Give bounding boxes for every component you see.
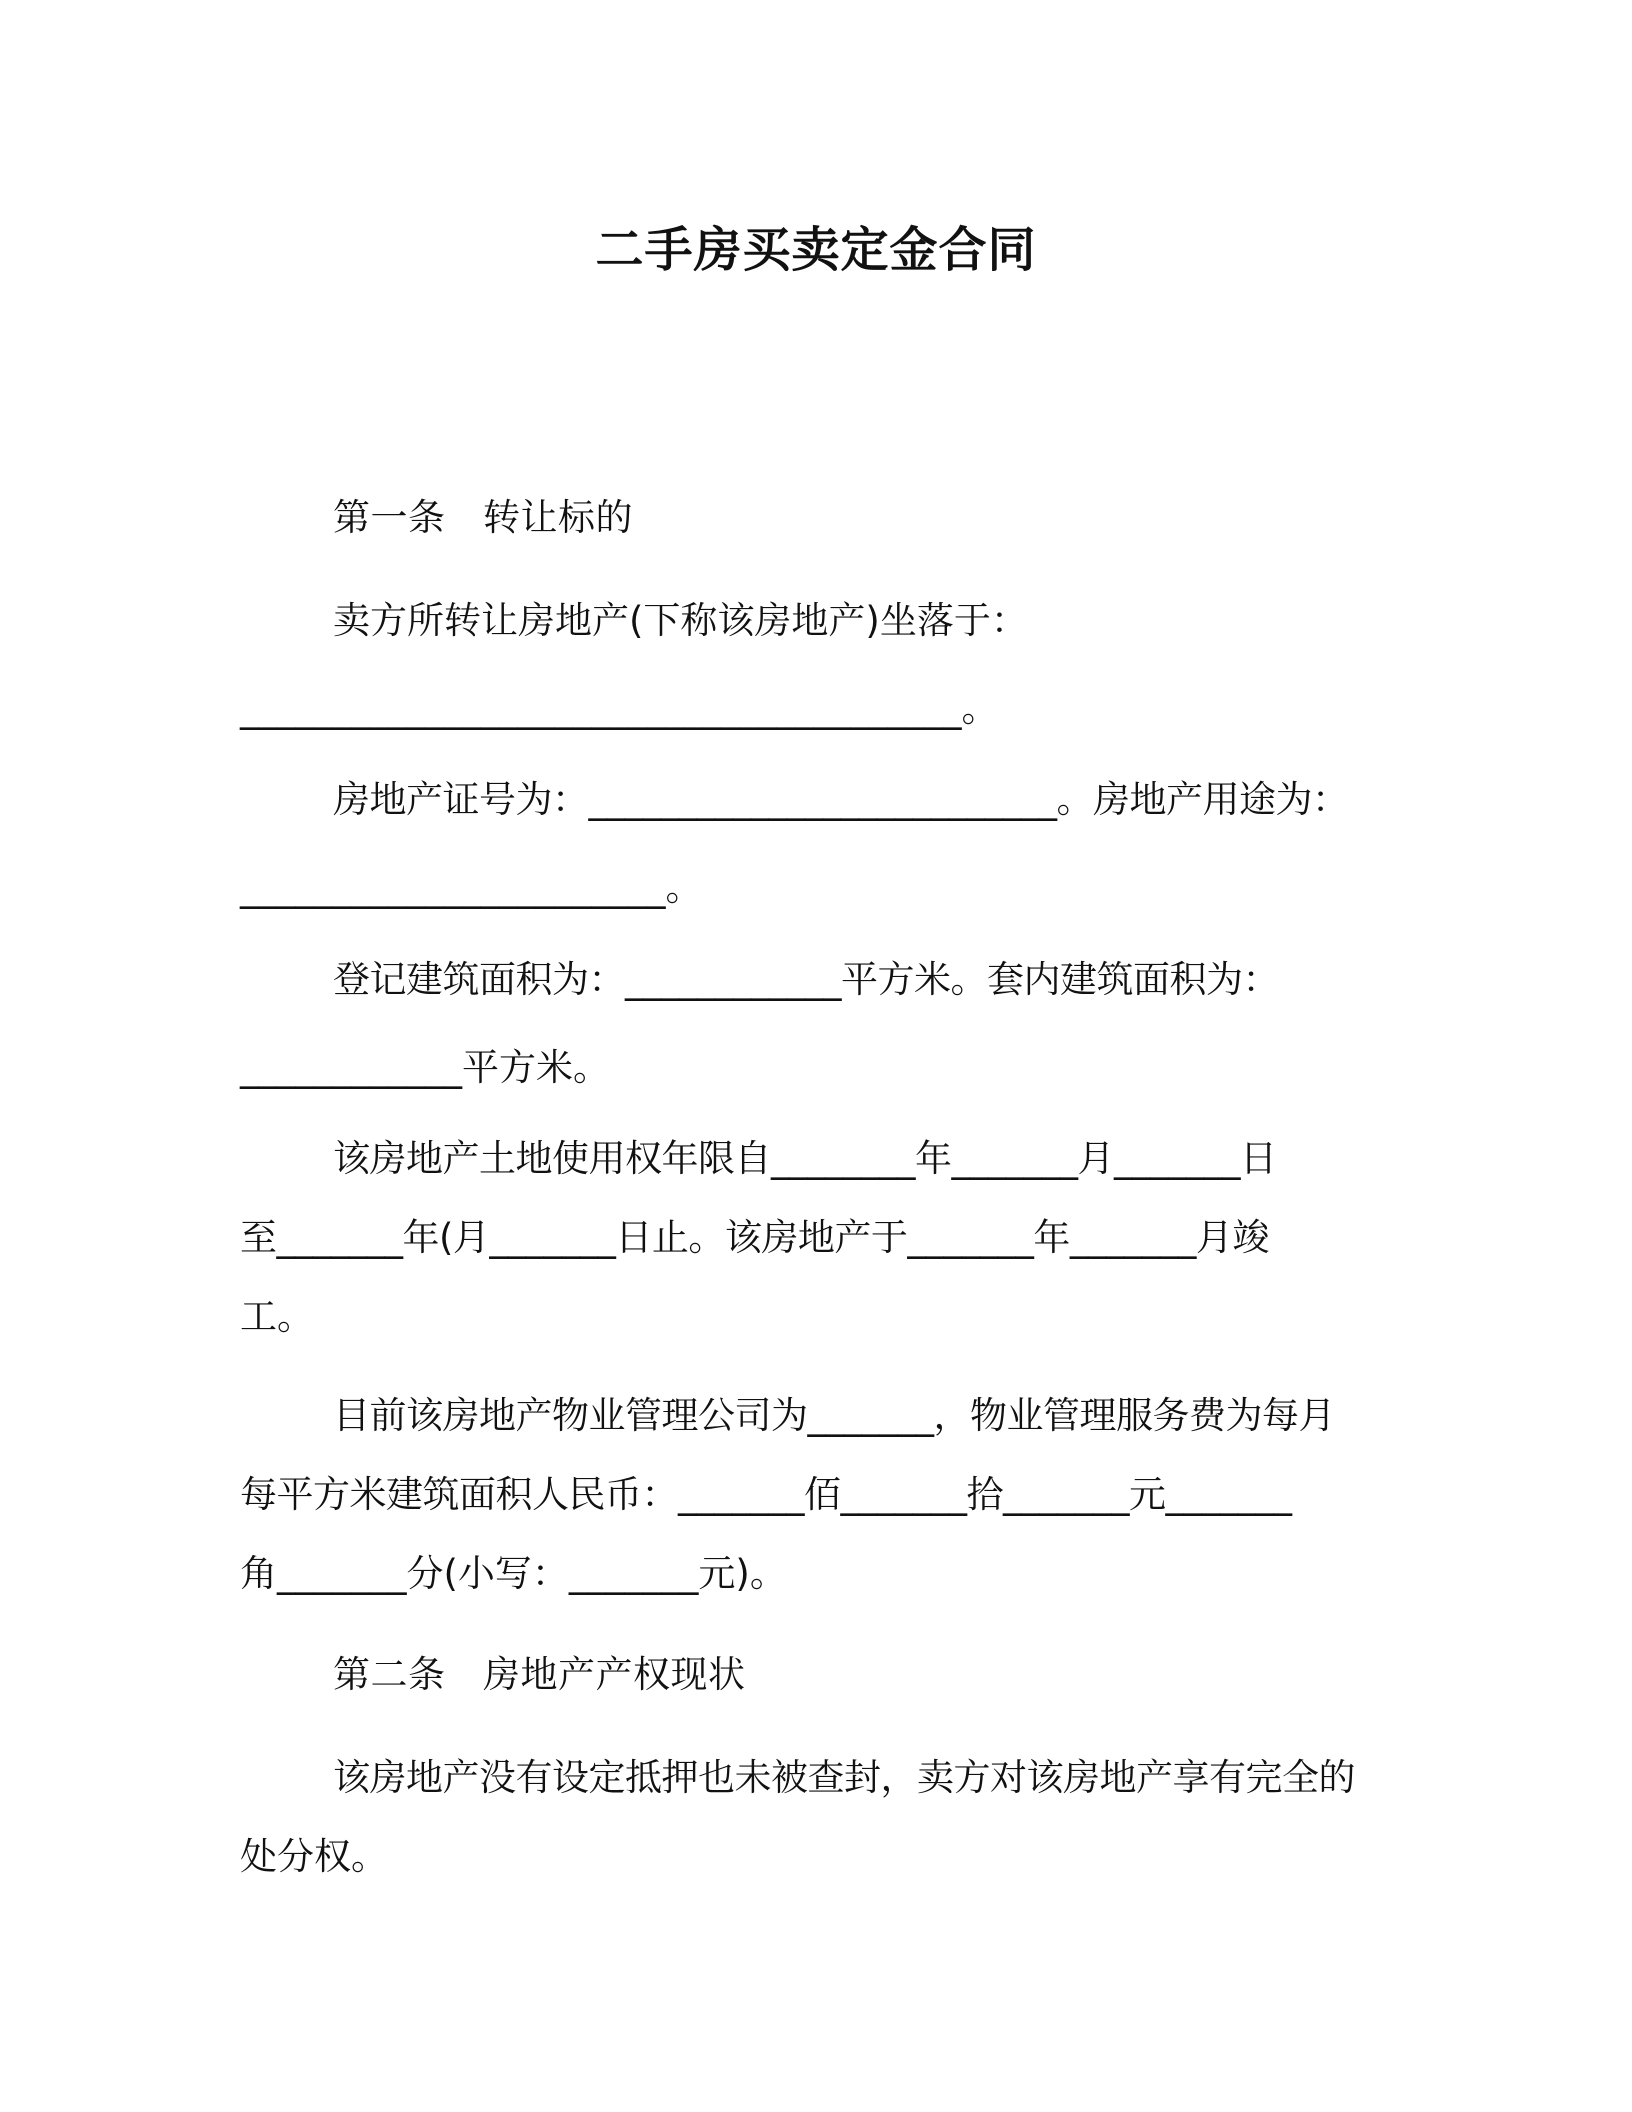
paragraph-line: ____________平方米。 [240,1046,610,1089]
paragraph-line: 处分权。 [240,1835,388,1878]
paragraph-line: 角_______分(小写：_______元)。 [240,1552,787,1595]
paragraph-line: 卖方所转让房地产(下称该房地产)坐落于： [333,599,1028,642]
blank-address-line: _______________________________________。 [240,687,999,730]
article-1-heading: 第一条 转让标的 [333,496,633,539]
document-title: 二手房买卖定金合同 [595,222,1037,278]
paragraph-line: 房地产证号为：__________________________。房地产用途为： [333,778,1349,821]
paragraph-line: 该房地产土地使用权年限自________年_______月_______日 [333,1137,1277,1180]
paragraph-line: 至_______年(月_______日止。该房地产于_______年_______月竣 [240,1216,1269,1259]
paragraph-line: 目前该房地产物业管理公司为_______，物业管理服务费为每月 [333,1394,1335,1437]
blank-usage-line: _______________________。 [240,866,703,909]
article-2-heading: 第二条 房地产产权现状 [333,1653,746,1696]
paragraph-line: 每平方米建筑面积人民币：_______佰_______拾_______元_______ [240,1473,1292,1516]
paragraph-line: 登记建筑面积为：____________平方米。套内建筑面积为： [333,958,1279,1001]
paragraph-line: 该房地产没有设定抵押也未被查封，卖方对该房地产享有完全的 [333,1756,1355,1799]
paragraph-line: 工。 [240,1295,314,1338]
